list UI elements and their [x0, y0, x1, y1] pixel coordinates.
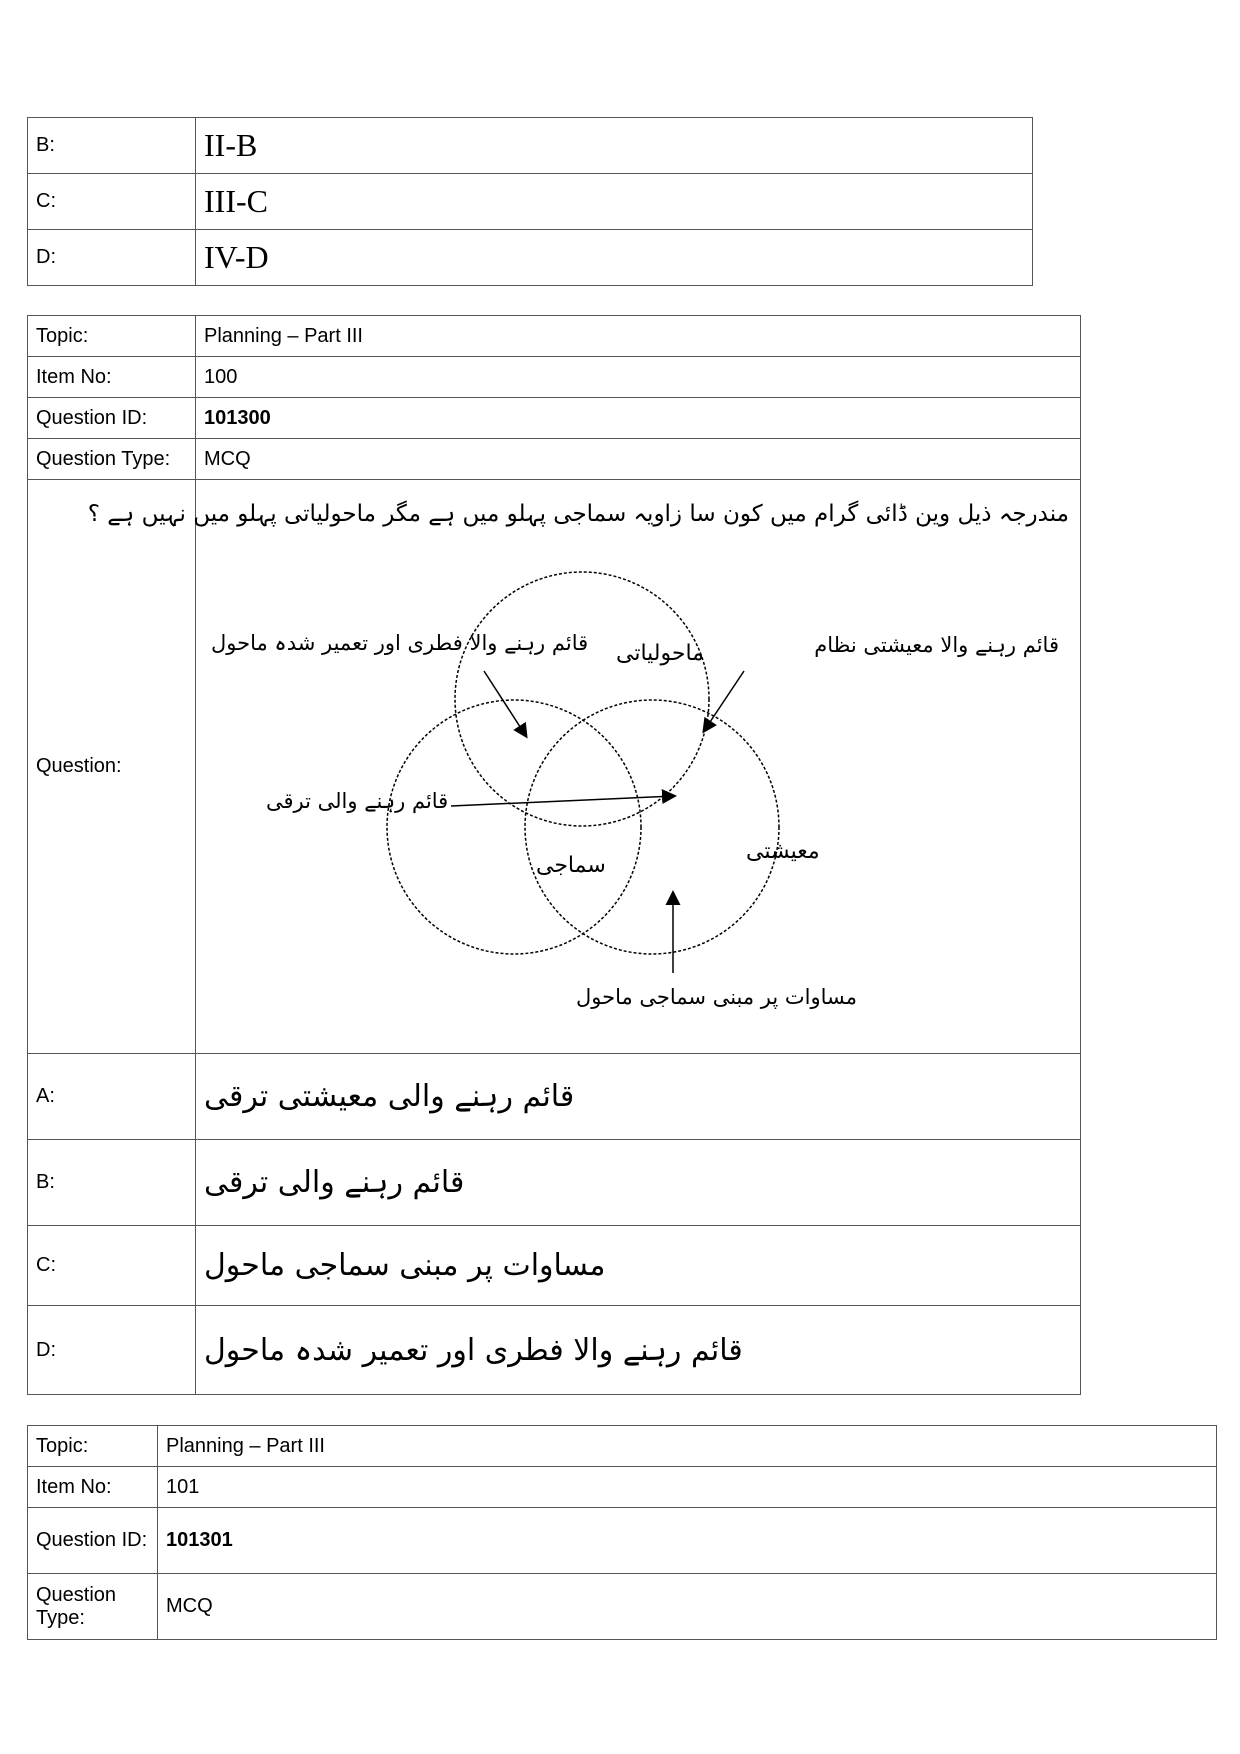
item-row [28, 1467, 1217, 1508]
question-text: مندرجہ ذیل وین ڈائی گرام میں کون سا زاویہ سماجی پہلو میں ہے مگر ماحولیاتی پہلو میں نہیں ہے ؟ [87, 500, 1069, 527]
venn-diagram [196, 481, 1081, 1053]
question-label: Question: [28, 480, 196, 1054]
option-label: D: [28, 1306, 196, 1395]
option-text: مساوات پر مبنی سماجی ماحول [196, 1226, 1081, 1306]
item-value: 100 [196, 357, 1081, 398]
venn-label-equitable-social: مساوات پر مبنی سماجی ماحول [576, 984, 858, 1009]
question-type-row [28, 1574, 1217, 1640]
question-id-label: Question ID: [28, 398, 196, 439]
question-row [28, 480, 1081, 1054]
question-type-value: MCQ [196, 439, 1081, 480]
option-row [28, 1140, 1081, 1226]
option-value: III-C [196, 174, 1033, 230]
arrow-sustainable-dev [451, 796, 674, 806]
question-content [87, 480, 1081, 1054]
social-circle [387, 700, 641, 954]
item-row [28, 357, 1081, 398]
item-label: Item No: [28, 1467, 158, 1508]
option-text: قائم رہنے والا فطری اور تعمیر شدہ ماحول [196, 1306, 1081, 1395]
venn-label-econ-system: قائم رہنے والا معیشتی نظام [814, 632, 1059, 657]
option-label: D: [28, 230, 196, 286]
question-type-value: MCQ [158, 1574, 1217, 1640]
item-label: Item No: [28, 357, 196, 398]
option-label: B: [28, 118, 196, 174]
topic-label: Topic: [28, 1426, 158, 1467]
topic-value: Planning – Part III [196, 316, 1081, 357]
option-text: قائم رہنے والی ترقی [196, 1140, 1081, 1226]
question-100-table [27, 315, 1081, 1395]
venn-label-env-built: قائم رہنے والا فطری اور تعمیر شدہ ماحول [211, 630, 589, 655]
topic-row [28, 316, 1081, 357]
option-row [28, 174, 1033, 230]
question-id-value: 101300 [196, 398, 1081, 439]
option-row [28, 1226, 1081, 1306]
venn-label-sustainable-dev: قائم رہنے والی ترقی [266, 788, 449, 813]
option-value: II-B [196, 118, 1033, 174]
environment-circle [455, 572, 709, 826]
previous-question-options-table [27, 117, 1033, 286]
option-row [28, 1306, 1081, 1395]
topic-row [28, 1426, 1217, 1467]
question-type-row [28, 439, 1081, 480]
option-label: B: [28, 1140, 196, 1226]
economic-circle [525, 700, 779, 954]
arrow-econ-system [704, 671, 744, 731]
venn-label-economic: معیشتی [746, 838, 820, 864]
option-row [28, 230, 1033, 286]
question-id-row [28, 1508, 1217, 1574]
option-row [28, 1054, 1081, 1140]
topic-value: Planning – Part III [158, 1426, 1217, 1467]
venn-label-social: سماجی [536, 852, 606, 878]
question-id-value: 101301 [158, 1508, 1217, 1574]
question-type-label: Question Type: [28, 1574, 158, 1640]
option-label: A: [28, 1054, 196, 1140]
question-type-label: Question Type: [28, 439, 196, 480]
option-value: IV-D [196, 230, 1033, 286]
venn-figure [87, 481, 1081, 1053]
question-101-table [27, 1425, 1217, 1640]
option-text: قائم رہنے والی معیشتی ترقی [196, 1054, 1081, 1140]
question-id-label: Question ID: [28, 1508, 158, 1574]
question-id-row [28, 398, 1081, 439]
option-label: C: [28, 1226, 196, 1306]
arrow-env-built [484, 671, 526, 736]
option-label: C: [28, 174, 196, 230]
item-value: 101 [158, 1467, 1217, 1508]
topic-label: Topic: [28, 316, 196, 357]
venn-label-environment: ماحولیاتی [616, 640, 704, 666]
option-row [28, 118, 1033, 174]
